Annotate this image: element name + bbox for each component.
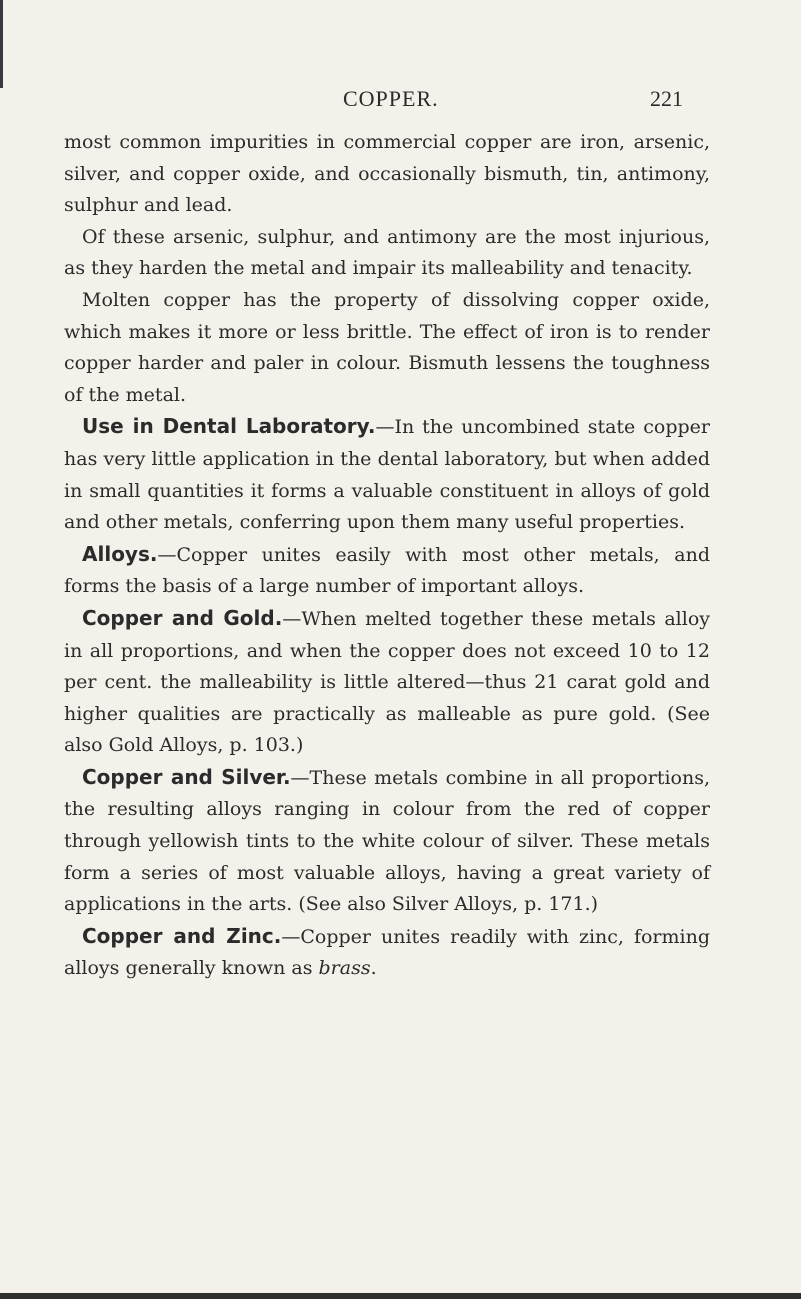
paragraph-injurious: [64, 222, 710, 285]
paragraph-dental-use: [64, 411, 710, 538]
section-heading: Copper and Gold.: [82, 605, 283, 630]
paragraph-copper-silver: [64, 762, 710, 921]
paragraph-text: —In the uncombined state copper has very little application in the dental laboratory, but when added in small quantities it forms a valuable constituent in alloys of gold and other metals, conferring upon them many useful properties.: [64, 416, 710, 534]
page-number: 221: [650, 86, 683, 111]
paragraph-text: —Copper unites readily with zinc, forming alloys generally known as: [64, 925, 710, 980]
italic-term: brass: [318, 957, 371, 980]
section-heading: Use in Dental Laboratory.: [82, 414, 376, 439]
running-head: COPPER.: [343, 86, 439, 111]
paragraph-alloys: [64, 539, 710, 603]
body-text: [64, 127, 710, 985]
paragraph-copper-gold: [64, 603, 710, 762]
paragraph-text: —Copper unites easily with most other metals, and forms the basis of a large number of important alloys.: [64, 543, 710, 598]
paragraph-impurities: [64, 127, 710, 222]
paragraph-molten-copper: [64, 285, 710, 411]
paragraph-text: —These metals combine in all proportions, the resulting alloys ranging in colour from the red of copper through yellowish tints to the white colour of silver. These metals form a series of most valuable alloys, having a great variety of applications in the arts. (See also Silver Alloys, p. 171.): [64, 766, 710, 916]
paragraph-text: most common impurities in commercial copper are iron, arsenic, silver, and copper oxide, and occasionally bismuth, tin, antimony, sulphur and lead.: [64, 131, 710, 217]
section-heading: Copper and Zinc.: [82, 923, 282, 948]
paragraph-text: Molten copper has the property of dissolving copper oxide, which makes it more or less brittle. The effect of iron is to render copper harder and paler in colour. Bismuth lessens the toughness of the metal.: [64, 288, 710, 406]
paragraph-text: Of these arsenic, sulphur, and antimony are the most injurious, as they harden the metal and impair its malleability and tenacity.: [64, 225, 710, 280]
paragraph-text: —When melted together these metals alloy in all proportions, and when the copper does not exceed 10 to 12 per cent. the malleability is little altered—thus 21 carat gold and higher qualities are practically as malleable as pure gold. (See also Gold Alloys, p. 103.): [64, 607, 710, 757]
page-header: [0, 86, 801, 116]
paragraph-copper-zinc: [64, 921, 710, 985]
paragraph-tail: .: [370, 957, 377, 980]
page-edge-line: [0, 0, 3, 88]
section-heading: Copper and Silver.: [82, 764, 291, 789]
section-heading: Alloys.: [82, 541, 158, 566]
bottom-edge-rule: [0, 1293, 801, 1299]
